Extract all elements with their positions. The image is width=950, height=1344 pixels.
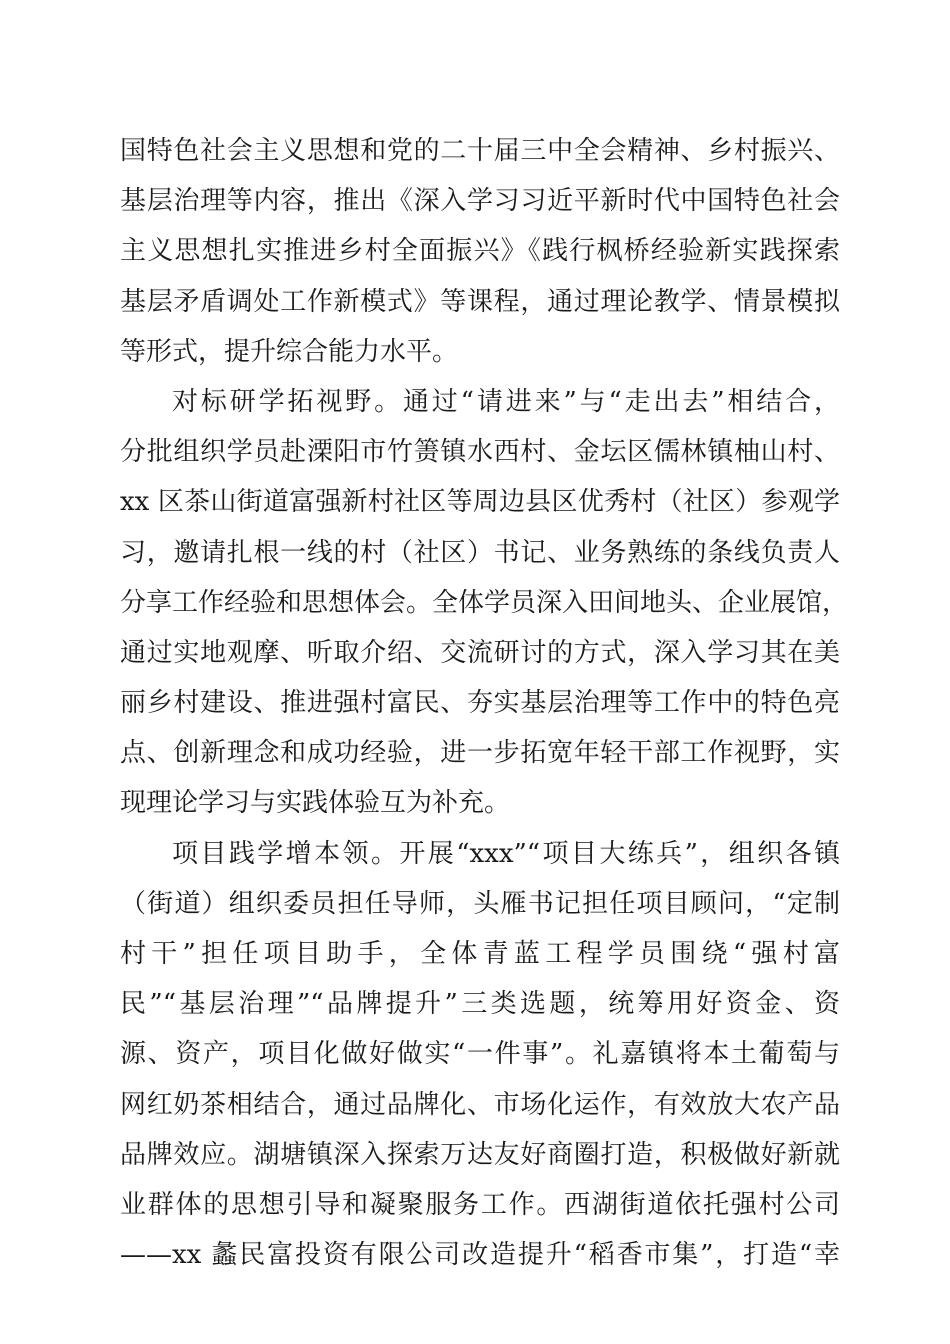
text-line: 国特色社会主义思想和党的二十届三中全会精神、乡村振兴、 (120, 136, 840, 166)
text-line: 通过实地观摩、听取介绍、交流研讨的方式，深入学习其在美 (120, 637, 840, 668)
text-line: 分批组织学员赴溧阳市竹箦镇水西村、金坛区儒林镇柚山村、 (120, 437, 840, 468)
text-line: xx 区茶山街道富强新村社区等周边县区优秀村（社区）参观学 (120, 487, 840, 518)
text-line: 主义思想扎实推进乡村全面振兴》《践行枫桥经验新实践探索 (120, 236, 840, 267)
text-line: 网红奶茶相结合，通过品牌化、市场化运作，有效放大农产品 (120, 1089, 840, 1120)
text-line: （街道）组织委员担任导师，头雁书记担任项目顾问，“定制 (120, 888, 840, 919)
text-line: 村干”担任项目助手，全体青蓝工程学员围绕“强村富 (120, 939, 840, 969)
paragraph-heading-line: 对标研学拓视野。通过“请进来”与“走出去”相结合， (172, 386, 840, 417)
text-line: 业群体的思想引导和凝聚服务工作。西湖街道依托强村公司 (120, 1189, 840, 1220)
text-line: ——xx 蠡民富投资有限公司改造提升“稻香市集”，打造“幸 (120, 1240, 840, 1271)
text-line: 基层矛盾调处工作新模式》等课程，通过理论教学、情景模拟 (120, 286, 840, 317)
text-line: 品牌效应。湖塘镇深入探索万达友好商圈打造，积极做好新就 (120, 1139, 840, 1170)
text-line: 点、创新理念和成功经验，进一步拓宽年轻干部工作视野，实 (120, 738, 840, 769)
paragraph-heading-line: 项目践学增本领。开展“xxx”“项目大练兵”，组织各镇 (172, 838, 840, 869)
text-line: 民”“基层治理”“品牌提升”三类选题，统筹用好资金、资 (120, 989, 840, 1020)
text-line: 习，邀请扎根一线的村（社区）书记、业务熟练的条线负责人 (120, 537, 840, 568)
text-line: 源、资产，项目化做好做实“一件事”。礼嘉镇将本土葡萄与 (120, 1039, 840, 1070)
text-line: 现理论学习与实践体验互为补充。 (120, 788, 511, 819)
text-line: 丽乡村建设、推进强村富民、夯实基层治理等工作中的特色亮 (120, 688, 840, 719)
body-text (120, 126, 849, 1280)
text-line: 等形式，提升综合能力水平。 (120, 336, 459, 367)
text-line: 基层治理等内容，推出《深入学习习近平新时代中国特色社会 (120, 186, 840, 217)
text-line: 分享工作经验和思想体会。全体学员深入田间地头、企业展馆， (120, 587, 849, 618)
